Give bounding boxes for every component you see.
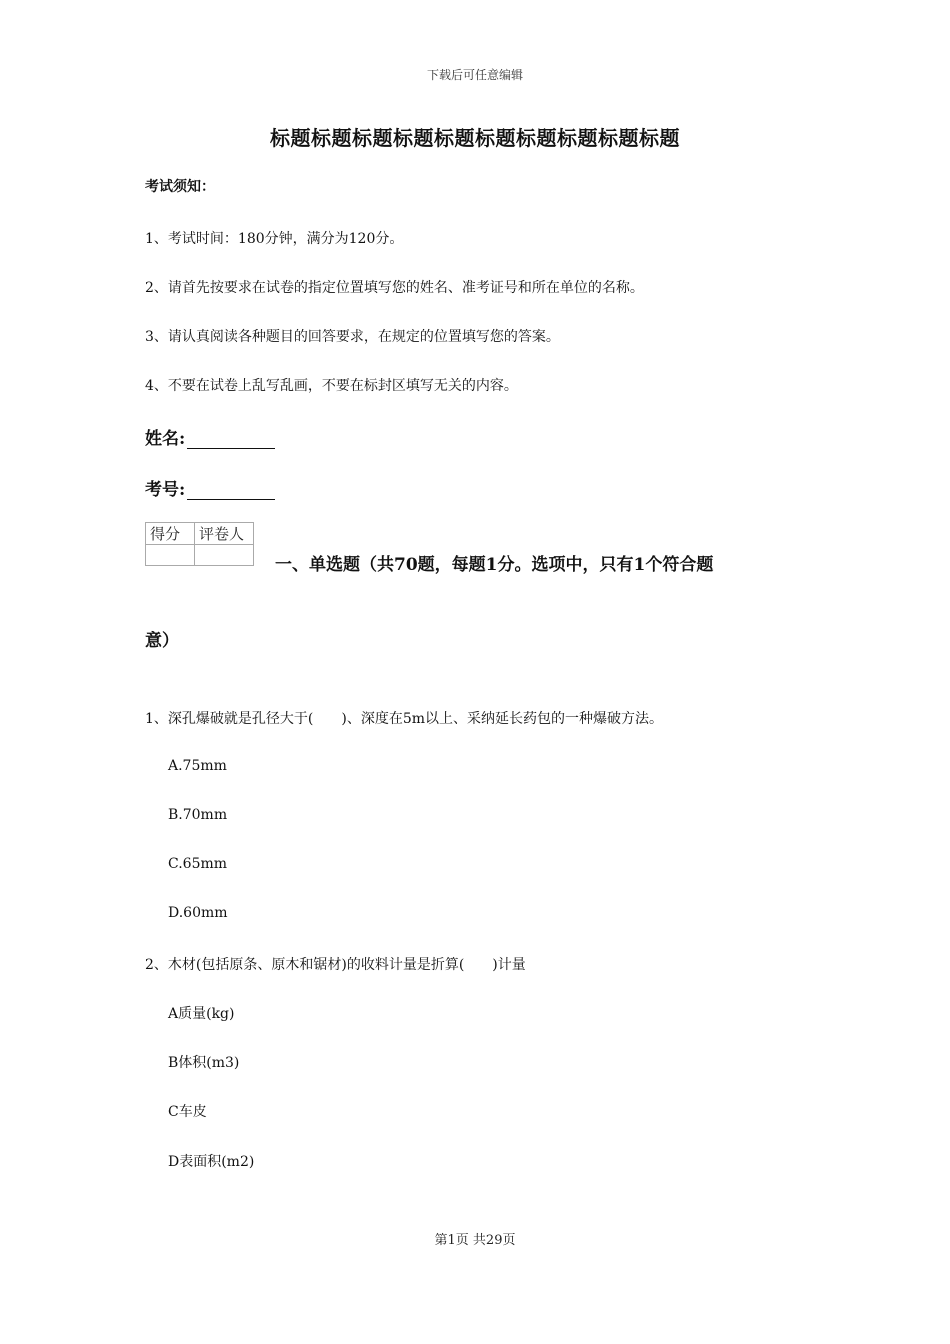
score-cell[interactable] xyxy=(146,545,195,566)
question-2: 2、木材(包括原条、原木和锯材)的收料计量是折算( )计量 xyxy=(145,957,526,973)
name-blank-line[interactable] xyxy=(187,430,275,449)
exam-id-label: 考号: xyxy=(145,480,186,500)
score-table-empty-row xyxy=(146,545,254,566)
document-title: 标题标题标题标题标题标题标题标题标题标题 xyxy=(270,126,680,150)
page-footer: 第1页 共29页 xyxy=(434,1233,516,1248)
notice-item: 2、请首先按要求在试卷的指定位置填写您的姓名、准考证号和所在单位的名称。 xyxy=(145,280,644,296)
question-2-option-a: A质量(kg) xyxy=(168,1006,235,1022)
score-table-header-row xyxy=(146,523,254,545)
name-field xyxy=(145,424,275,449)
question-2-option-d: D表面积(m2) xyxy=(168,1154,255,1170)
name-label: 姓名: xyxy=(145,429,186,449)
exam-id-field xyxy=(145,475,275,500)
notice-item: 3、请认真阅读各种题目的回答要求，在规定的位置填写您的答案。 xyxy=(145,329,560,345)
section-title: 一、单选题（共70题，每题1分。选项中，只有1个符合题 xyxy=(275,555,714,575)
header-note: 下载后可任意编辑 xyxy=(426,68,523,82)
question-1: 1、深孔爆破就是孔径大于( )、深度在5m以上、采纳延长药包的一种爆破方法。 xyxy=(145,711,664,727)
score-table xyxy=(145,522,254,566)
question-2-option-c: C车皮 xyxy=(168,1104,207,1120)
question-1-option-c: C.65mm xyxy=(168,856,228,872)
grader-cell[interactable] xyxy=(195,545,254,566)
notice-item: 4、不要在试卷上乱写乱画，不要在标封区填写无关的内容。 xyxy=(145,378,518,394)
section-title-continued: 意） xyxy=(145,631,179,651)
question-1-option-d: D.60mm xyxy=(168,905,228,921)
question-1-option-b: B.70mm xyxy=(168,807,228,823)
notice-heading: 考试须知： xyxy=(145,179,215,195)
question-1-option-a: A.75mm xyxy=(168,758,227,774)
exam-id-blank-line[interactable] xyxy=(187,481,275,500)
score-header: 得分 xyxy=(146,523,195,545)
grader-header: 评卷人 xyxy=(195,523,254,545)
question-2-option-b: B体积(m3) xyxy=(168,1055,240,1071)
notice-item: 1、考试时间：180分钟，满分为120分。 xyxy=(145,231,404,247)
